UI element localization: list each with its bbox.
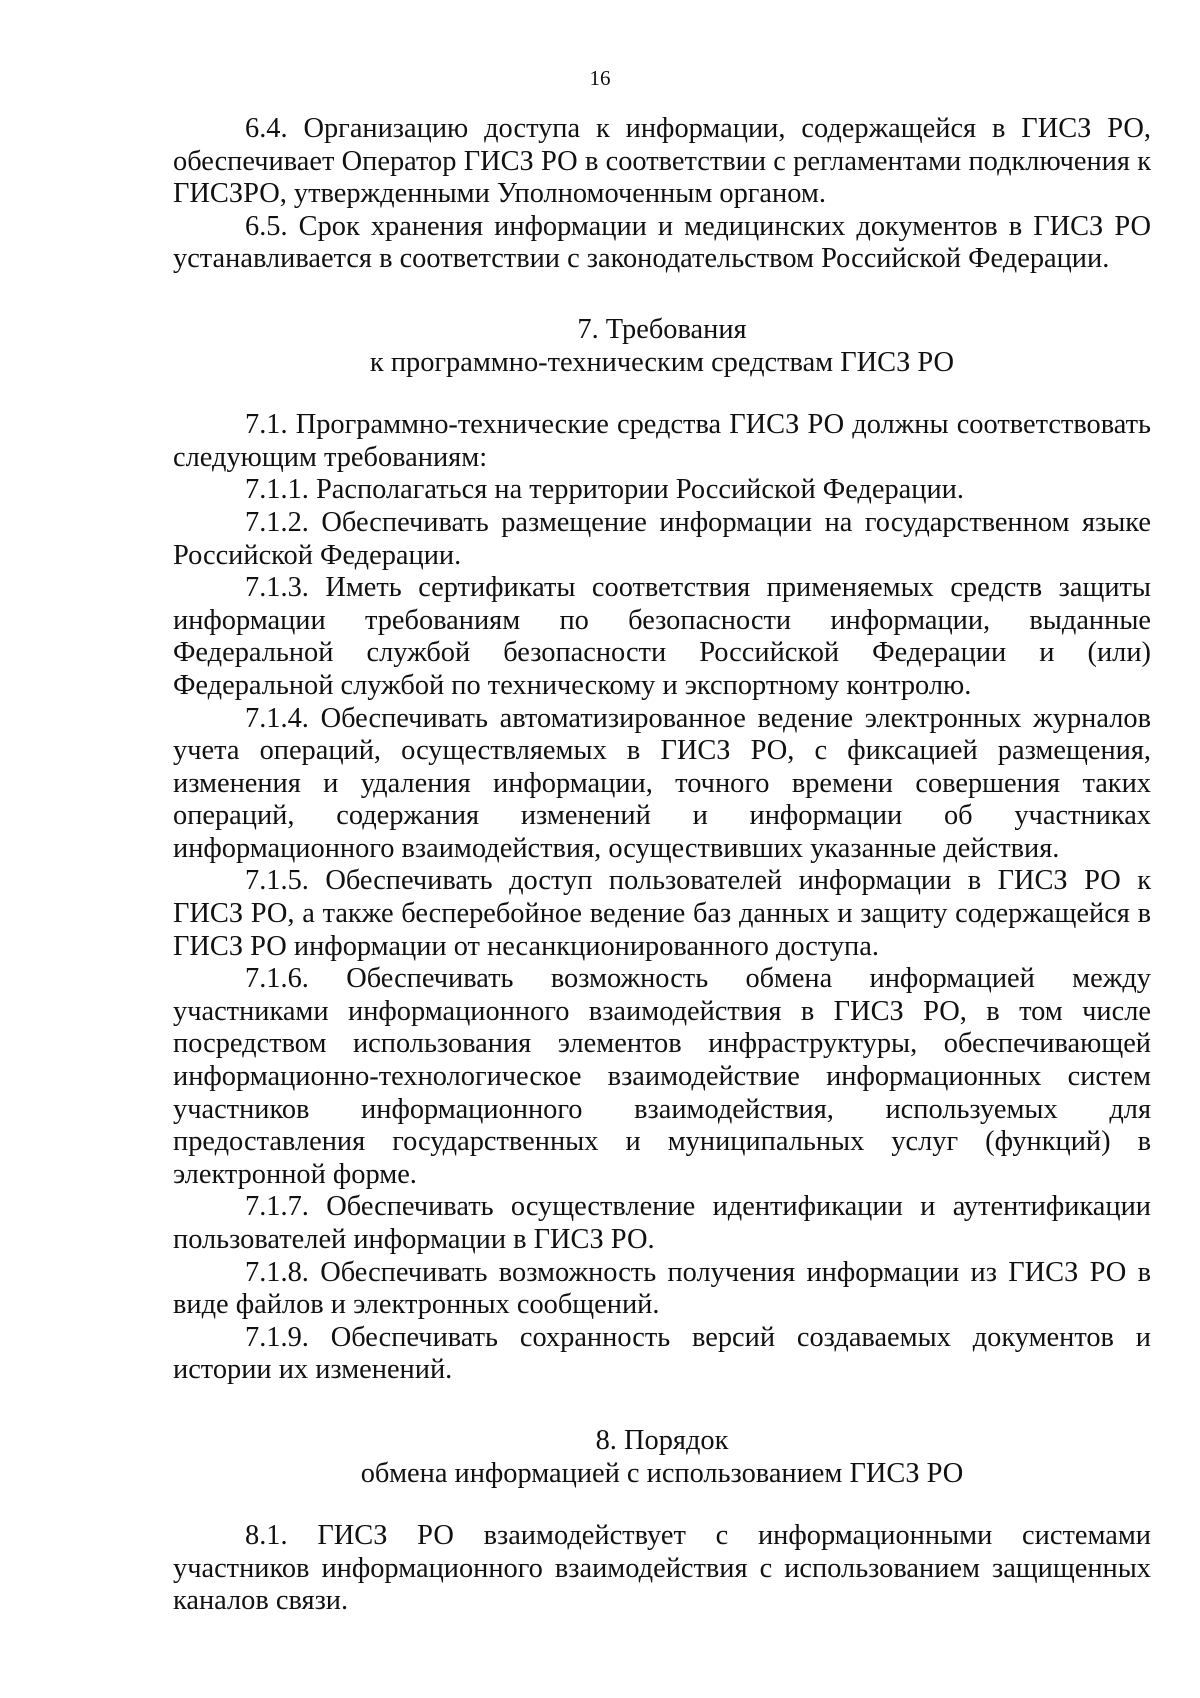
paragraph-7-1-4: 7.1.4. Обеспечивать автоматизированное ведение электронных журналов учета операций, осуществляемых в ГИСЗ РО, с фиксацией размещения, изменения и удаления информации, точного времени совершения таких операций, содержания изменений и информации об участниках информационного взаимодействия, осуществивших указанные действия.: [173, 702, 1151, 864]
paragraph-7-1: 7.1. Программно-технические средства ГИСЗ РО должны соответствовать следующим требованиям:: [173, 409, 1151, 473]
paragraph-6-4: 6.4. Организацию доступа к информации, содержащейся в ГИСЗ РО, обеспечивает Оператор ГИСЗ РО в соответствии с регламентами подключения к ГИСЗРО, утвержденными Уполномоченным органом.: [173, 113, 1151, 210]
spacer: [173, 1387, 1151, 1425]
paragraph-7-1-7: 7.1.7. Обеспечивать осуществление идентификации и аутентификации пользователей информации в ГИСЗ РО.: [173, 1191, 1151, 1255]
spacer: [173, 1490, 1151, 1520]
spacer: [173, 276, 1151, 314]
page-number: 16: [589, 66, 611, 90]
section-8-heading: [173, 1425, 1151, 1490]
paragraph-7-1-9: 7.1.9. Обеспечивать сохранность версий создаваемых документов и истории их изменений.: [173, 1321, 1151, 1386]
section-8-subtitle: обмена информацией с использованием ГИСЗ РО: [360, 1457, 964, 1489]
paragraph-7-1-2: 7.1.2. Обеспечивать размещение информации на государственном языке Российской Федерации.: [173, 506, 1151, 571]
paragraph-7-1-8: 7.1.8. Обеспечивать возможность получения информации из ГИСЗ РО в виде файлов и электронных сообщений.: [173, 1256, 1151, 1321]
paragraph-7-1-1: 7.1.1. Располагаться на территории Российской Федерации.: [245, 474, 964, 506]
document-body: [173, 113, 1151, 1618]
section-7-heading: [173, 314, 1151, 379]
paragraph-8-1: 8.1. ГИСЗ РО взаимодействует с информационными системами участников информационного взаимодействия с использованием защищенных каналов связи.: [173, 1520, 1151, 1617]
paragraph-7-1-3: 7.1.3. Иметь сертификаты соответствия применяемых средств защиты информации требованиям по безопасности информации, выданные Федеральной службой безопасности Российской Федерации и (или) Федеральной службой по техническому и экспортному контролю.: [173, 572, 1151, 701]
section-7-subtitle: к программно-техническим средствам ГИСЗ РО: [369, 346, 955, 378]
paragraph-7-1-6: 7.1.6. Обеспечивать возможность обмена информацией между участниками информационного взаимодействия в ГИСЗ РО, в том числе посредством использования элементов инфраструктуры, обеспечивающей информационно-технологическое взаимодействие информационных систем участников информационного взаимодействия, используемых для предоставления государственных и муниципальных услуг (функций) в электронной форме.: [173, 963, 1151, 1190]
section-8-title: 8. Порядок: [595, 1424, 729, 1456]
section-7-title: 7. Требования: [577, 313, 747, 345]
spacer: [173, 379, 1151, 409]
paragraph-6-5: 6.5. Срок хранения информации и медицинских документов в ГИСЗ РО устанавливается в соответствии с законодательством Российской Федерации.: [173, 210, 1151, 275]
paragraph-7-1-5: 7.1.5. Обеспечивать доступ пользователей информации в ГИСЗ РО к ГИСЗ РО, а также бесперебойное ведение баз данных и защиту содержащейся в ГИСЗ РО информации от несанкционированного доступа.: [173, 865, 1151, 962]
